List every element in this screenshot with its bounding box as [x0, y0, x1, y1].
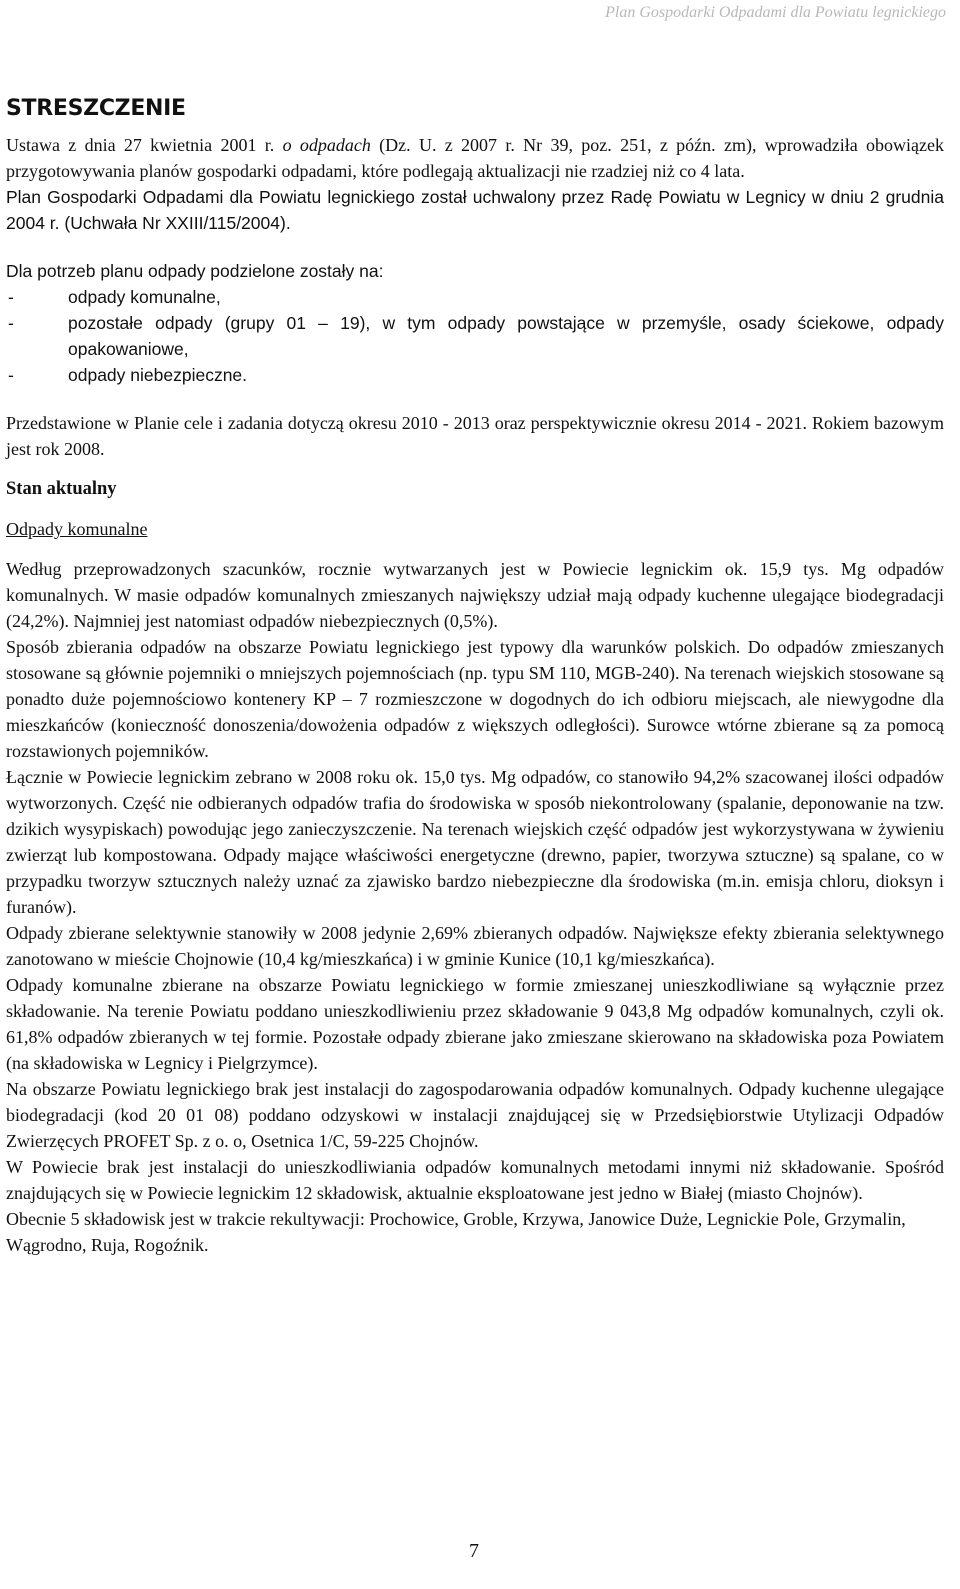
page-number: 7	[469, 1540, 479, 1562]
body-paragraph: Na obszarze Powiatu legnickiego brak jest instalacji do zagospodarowania odpadów komunalnych. Odpady kuchenne ulegające biodegradacji (kod 20 01 08) poddano odzyskowi w instalacji znajdującej się w Przedsiębiorstwie Utylizacji Odpadów Zwierzęcych PROFET Sp. z o. o, Osetnica 1/C, 59-225 Chojnów.	[6, 1079, 944, 1151]
spacer	[6, 542, 944, 556]
body-paragraph: Odpady zbierane selektywnie stanowiły w 2008 jedynie 2,69% zbieranych odpadów. Największe efekty zbierania selektywnego zanotowano w mieście Chojnowie (10,4 kg/mieszkańca) i w gminie Kunice (10,1 kg/mieszkańca).	[6, 923, 944, 969]
list-item-text: pozostałe odpady (grupy 01 – 19), w tym odpady powstające w przemyśle, osady ściekowe, odpady opakowaniowe,	[68, 313, 944, 359]
list-marker: -	[8, 313, 14, 333]
spacer	[6, 388, 944, 410]
section-heading: Stan aktualny	[6, 479, 117, 499]
spacer	[6, 462, 944, 476]
list-marker: -	[8, 365, 14, 385]
body-paragraph: Obecnie 5 składowisk jest w trakcie rekultywacji: Prochowice, Groble, Krzywa, Janowice Duże, Legnickie Pole, Grzymalin, Wągrodno, Ruja, Rogoźnik.	[6, 1209, 906, 1255]
page-title: STRESZCZENIE	[6, 96, 186, 121]
page-content	[6, 92, 944, 1258]
list-item-text: odpady komunalne,	[68, 287, 221, 307]
body-paragraph: Łącznie w Powiecie legnickim zebrano w 2008 roku ok. 15,0 tys. Mg odpadów, co stanowiło 94,2% szacowanej ilości odpadów wytworzonych. Część nie odbieranych odpadów trafia do środowiska w sposób niekontrolowany (spalanie, deponowanie na tzw. dzikich wysypiskach) powodując jego zanieczyszczenie. Na terenach wiejskich część odpadów jest wykorzystywana w żywieniu zwierząt lub kompostowana. Odpady mające właściwości energetyczne (drewno, papier, tworzywa sztuczne) są spalane, co w przypadku tworzyw sztucznych należy uznać za zjawisko bardzo niebezpieczne dla środowiska (m.in. emisja chloru, dioksyn i furanów).	[6, 767, 944, 917]
intro-text-a: Ustawa z dnia 27 kwietnia 2001 r.	[6, 135, 283, 155]
spacer	[6, 236, 944, 258]
intro-paragraph-2: Plan Gospodarki Odpadami dla Powiatu legnickiego został uchwalony przez Radę Powiatu w Legnicy w dniu 2 grudnia 2004 r. (Uchwała Nr XXIII/115/2004).	[6, 187, 944, 233]
intro-text-b: (Dz. U. z 2007 r. Nr 39, poz. 251, z późn. zm), wprowadziła obowiązek przygotowywania planów gospodarki odpadami, które podlegają aktualizacji nie rzadziej niż co 4 lata.	[6, 135, 944, 181]
spacer	[6, 502, 944, 516]
body-paragraph: Odpady komunalne zbierane na obszarze Powiatu legnickiego w formie zmieszanej unieszkodliwiane są wyłącznie przez składowanie. Na terenie Powiatu poddano unieszkodliwieniu przez składowanie 9 043,8 Mg odpadów komunalnych, czyli ok. 61,8% odpadów zbieranych w tej formie. Pozostałe odpady zbierane jako zmieszane skierowano na składowiska poza Powiatem (na składowiska w Legnicy i Pielgrzymce).	[6, 975, 944, 1073]
running-header: Plan Gospodarki Odpadami dla Powiatu legnickiego	[605, 4, 946, 21]
list-item-text: odpady niebezpieczne.	[68, 365, 248, 385]
body-paragraph: Według przeprowadzonych szacunków, rocznie wytwarzanych jest w Powiecie legnickim ok. 15,9 tys. Mg odpadów komunalnych. W masie odpadów komunalnych zmieszanych największy udział mają odpady kuchenne ulegające biodegradacji (24,2%). Najmniej jest natomiast odpadów niebezpiecznych (0,5%).	[6, 559, 944, 631]
intro-paragraph-1	[6, 132, 944, 184]
list-marker: -	[8, 287, 14, 307]
intro-paragraph-3: Dla potrzeb planu odpady podzielone zostały na:	[6, 261, 384, 281]
list-item	[6, 284, 944, 310]
list-item	[6, 362, 944, 388]
intro-italic-title: o odpadach	[282, 135, 371, 155]
section-subheading: Odpady komunalne	[6, 519, 148, 539]
body-paragraph: Sposób zbierania odpadów na obszarze Powiatu legnickiego jest typowy dla warunków polskich. Do odpadów zmieszanych stosowane są głównie pojemniki o mniejszych pojemnościach (np. typu SM 110, MGB-240). Na terenach wiejskich stosowane są ponadto duże pojemnościowo kontenery KP – 7 rozmieszczone w dogodnych do ich odbioru miejscach, ale niewygodne dla mieszkańców (konieczność donoszenia/dowożenia odpadów z większych odległości). Surowce wtórne zbierane są za pomocą rozstawionych pojemników.	[6, 637, 944, 761]
waste-categories-list	[6, 284, 944, 388]
intro-paragraph-4: Przedstawione w Planie cele i zadania dotyczą okresu 2010 - 2013 oraz perspektywicznie okresu 2014 - 2021. Rokiem bazowym jest rok 2008.	[6, 413, 944, 459]
body-paragraph: W Powiecie brak jest instalacji do unieszkodliwiania odpadów komunalnych metodami innymi niż składowanie. Spośród znajdujących się w Powiecie legnickim 12 składowisk, aktualnie eksploatowane jest jedno w Białej (miasto Chojnów).	[6, 1157, 944, 1203]
list-item	[6, 310, 944, 362]
